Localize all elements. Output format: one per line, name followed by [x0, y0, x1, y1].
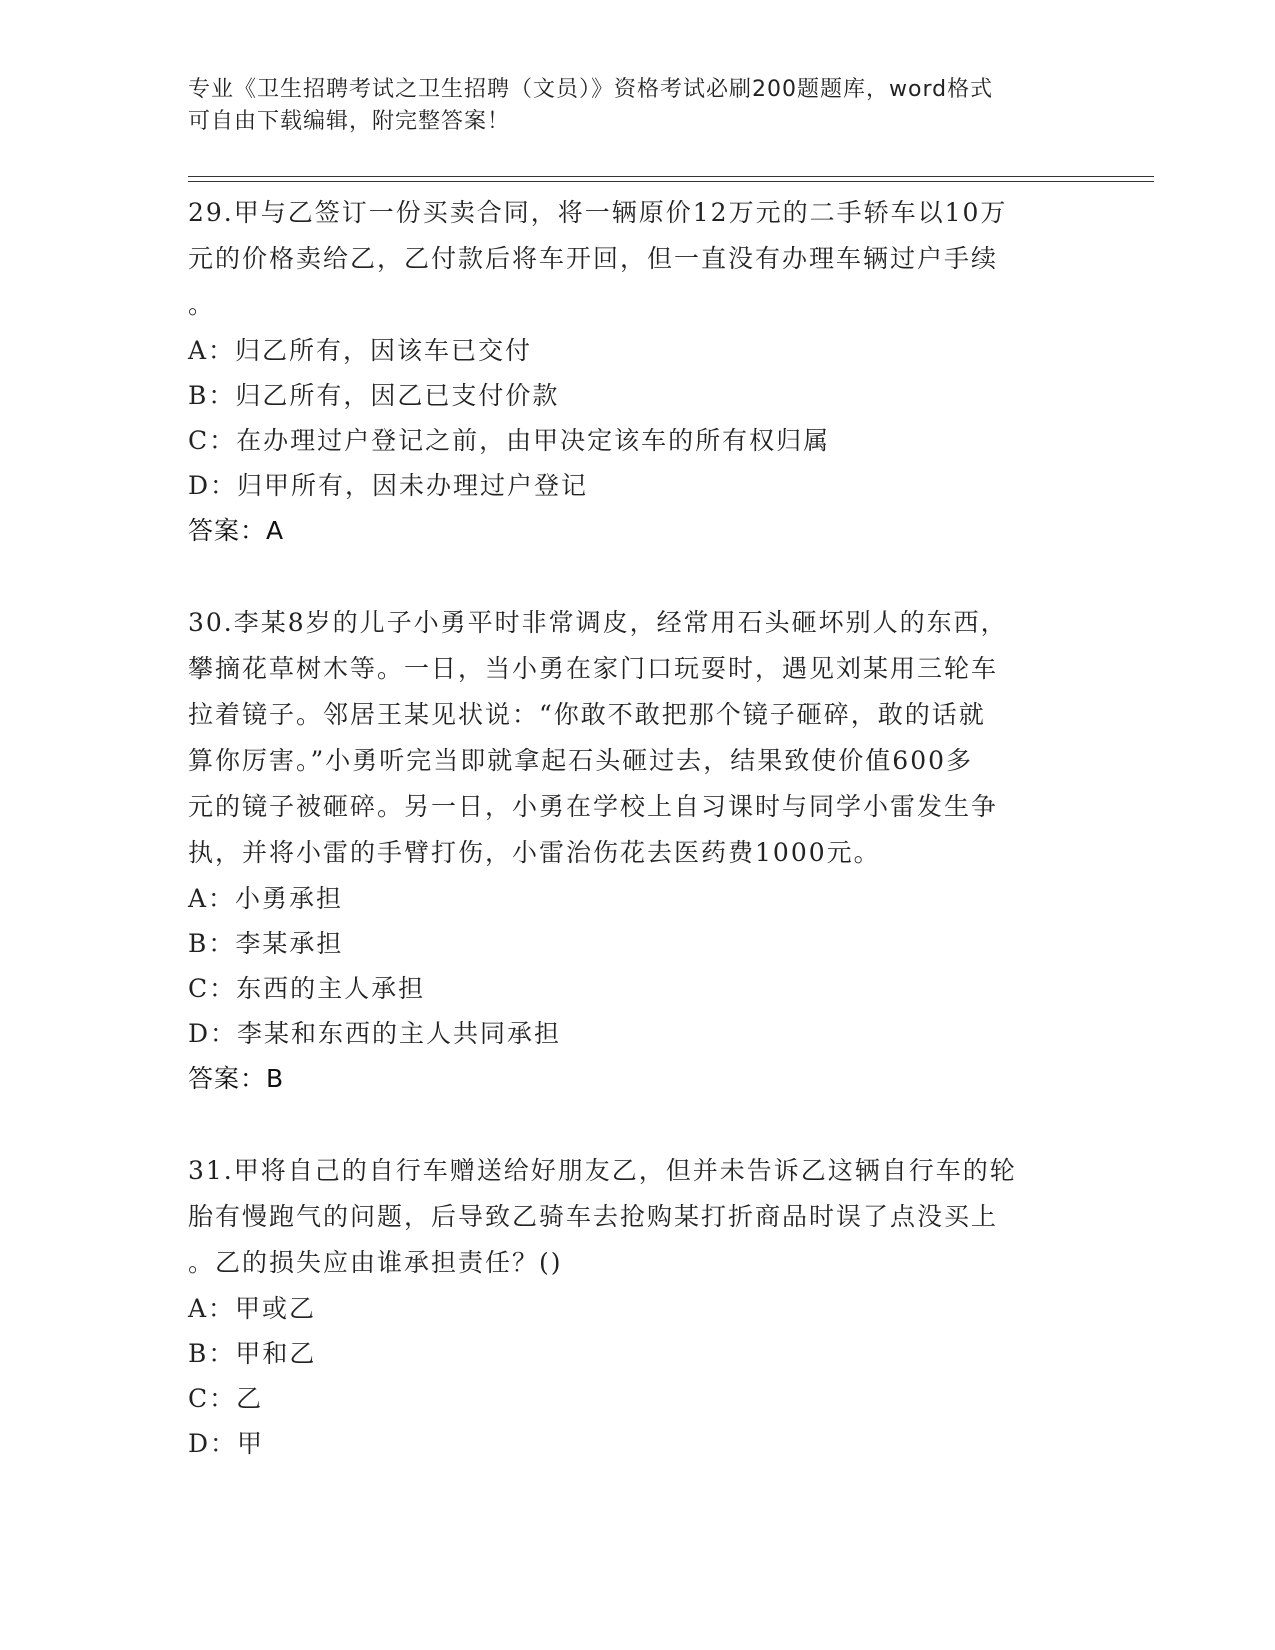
question-line: 攀摘花草树木等。一日，当小勇在家门口玩耍时，遇见刘某用三轮车: [188, 654, 999, 683]
question-block: [188, 1148, 1088, 1466]
option-list: [188, 876, 1088, 1056]
question-line: 胎有慢跑气的问题，后导致乙骑车去抢购某打折商品时误了点没买上: [188, 1202, 999, 1231]
question-line: 30.李某8岁的儿子小勇平时非常调皮，经常用石头砸坏别人的东西，: [188, 608, 1008, 637]
option-d: D：甲: [188, 1429, 265, 1458]
option-list: [188, 328, 1088, 508]
question-line: 。乙的损失应由谁承担责任？(): [188, 1248, 563, 1277]
question-line: 29.甲与乙签订一份买卖合同，将一辆原价12万元的二手轿车以10万: [188, 198, 1008, 227]
question-line: 执，并将小雷的手臂打伤，小雷治伤花去医药费1000元。: [188, 838, 881, 867]
question-line: 算你厉害。”小勇听完当即就拿起石头砸过去，结果致使价值600多: [188, 746, 974, 775]
question-block: [188, 190, 1088, 554]
question-line: 拉着镜子。邻居王某见状说：“你敢不敢把那个镜子砸碎，敢的话就: [188, 700, 986, 729]
header-line-1: 专业《卫生招聘考试之卫生招聘（文员）》资格考试必刷200题题库，word格式: [188, 77, 994, 102]
header-divider-bottom: [188, 181, 1154, 182]
question-block: [188, 600, 1088, 1102]
document-header: [188, 74, 1078, 138]
question-line: 元的价格卖给乙，乙付款后将车开回，但一直没有办理车辆过户手续: [188, 244, 999, 273]
option-b: B：李某承担: [188, 929, 344, 958]
option-b: B：归乙所有，因乙已支付价款: [188, 381, 560, 410]
option-c: C：在办理过户登记之前，由甲决定该车的所有权归属: [188, 426, 831, 455]
question-line: 31.甲将自己的自行车赠送给好朋友乙，但并未告诉乙这辆自行车的轮: [188, 1156, 1017, 1185]
header-divider-top: [188, 176, 1154, 177]
option-d: D：李某和东西的主人共同承担: [188, 1019, 562, 1048]
answer-label: 答案：A: [188, 516, 285, 545]
question-text: [188, 1148, 1088, 1286]
question-line: 。: [188, 290, 216, 319]
header-line-2: 可自由下载编辑，附完整答案！: [188, 109, 511, 134]
option-c: C：乙: [188, 1384, 264, 1413]
answer-label: 答案：B: [188, 1064, 285, 1093]
option-a: A：小勇承担: [188, 884, 344, 913]
question-text: [188, 190, 1088, 328]
question-line: 元的镜子被砸碎。另一日，小勇在学校上自习课时与同学小雷发生争: [188, 792, 999, 821]
question-list: [188, 190, 1088, 1512]
option-a: A：归乙所有，因该车已交付: [188, 336, 533, 365]
option-c: C：东西的主人承担: [188, 974, 426, 1003]
option-list: [188, 1286, 1088, 1466]
option-b: B：甲和乙: [188, 1339, 317, 1368]
option-a: A：甲或乙: [188, 1294, 317, 1323]
option-d: D：归甲所有，因未办理过户登记: [188, 471, 589, 500]
question-text: [188, 600, 1088, 876]
